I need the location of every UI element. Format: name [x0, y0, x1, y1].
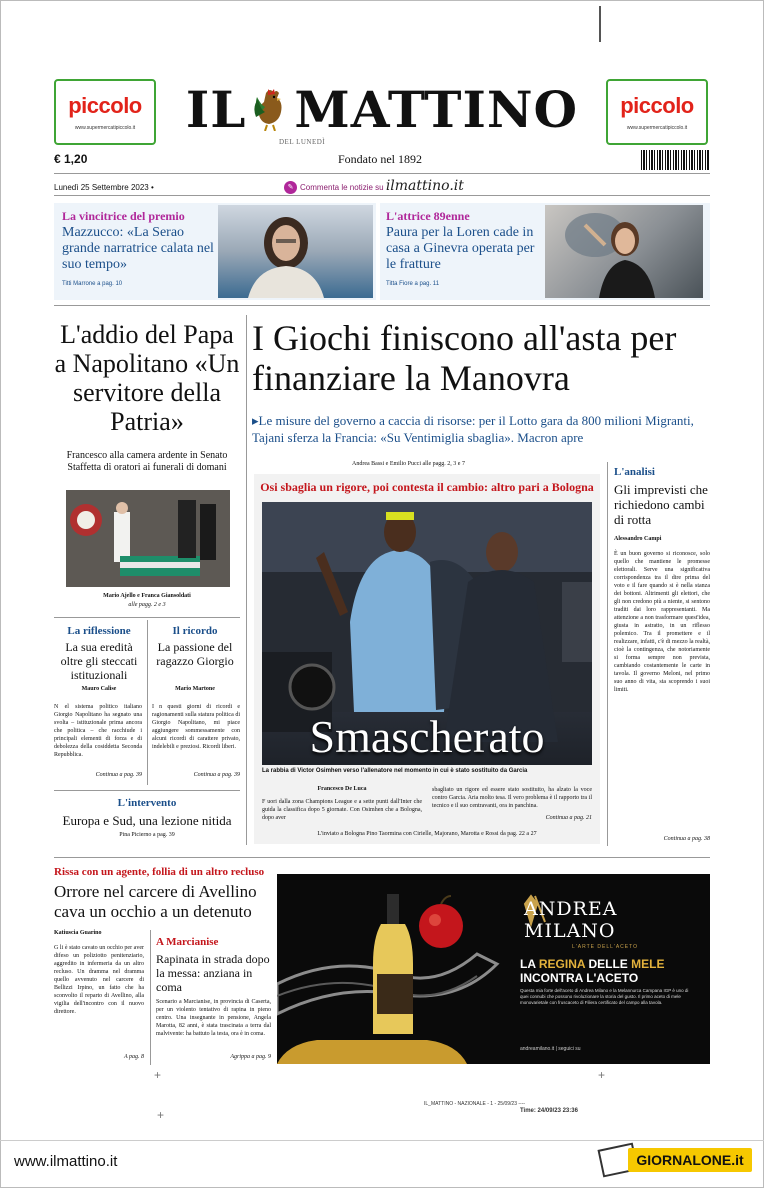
riflessione-kicker: La riflessione: [67, 625, 131, 637]
papa-subtitle: Francesco alla camera ardente in Senato Staffetta di oratori ai funerali di domani: [66, 450, 228, 473]
print-time: Time: 24/09/23 23:36: [520, 1108, 578, 1114]
sport-body-1: F uori dalla zona Champions League e a sette punti dall'Inter che guida la classifica dopo 5 giornate. Con Osimhen che a Bologna, dopo aver: [262, 799, 422, 821]
avellino-continue[interactable]: A pag. 8: [123, 1054, 144, 1060]
avellino-body: G li è stato cavato un occhio per aver difeso un poliziotto penitenziario, aggredito in infermeria da un altro recluso. Un dramma nel dramma quello avvenuto nel carcere di Bellizzi Irpino, un fatto che ha sconvolto il reparto di Avellino, alla vigilia dell'incontro con il nuovo direttore.: [54, 945, 144, 1015]
sport-body-2: sbagliato un rigore ed essere stato sostituito, ha alzato la voce contro Garcia. Aria molto tesa. Il vero problema è il rapporto tra il tecnico e il suo centravanti, ora in panchina.: [432, 787, 592, 809]
portrait-image: [545, 205, 703, 298]
comment-label: Commenta le notizie su: [300, 183, 384, 192]
ad-headline-line2: INCONTRA L'ACETO: [520, 971, 639, 985]
masthead-title-right: MATTINO: [294, 80, 579, 139]
rule: [54, 173, 710, 174]
lead-headline[interactable]: I Giochi finiscono all'asta per finanziare la Manovra: [252, 318, 677, 398]
rule: [54, 790, 240, 791]
barcode: [641, 150, 709, 170]
analisi-continue[interactable]: Continua a pag. 38: [663, 836, 710, 842]
crop-mark-icon: +: [598, 1068, 606, 1082]
dateline-date: Lunedì 25 Settembre 2023 •: [54, 183, 154, 192]
teaser-text[interactable]: Mazzucco: «La Serao grande narratrice calata nel suo tempo»: [62, 225, 214, 272]
column-divider: [147, 620, 148, 785]
intervento-kicker: L'intervento: [117, 797, 177, 809]
founded-line: Fondato nel 1892: [338, 152, 422, 166]
avellino-author: Katiuscia Guarino: [54, 930, 102, 936]
ad-brand: piccolo: [620, 93, 694, 118]
sport-caption: La rabbia di Victor Osimhen verso l'allenatore nel momento in cui è stato sostituito da Garcia: [262, 768, 528, 774]
ad-headline-mid: DELLE: [585, 957, 632, 971]
crop-mark-icon: +: [157, 1108, 165, 1122]
analisi-author: Alessandro Campi: [614, 536, 662, 542]
teaser-kicker: La vincitrice del premio: [62, 209, 185, 223]
photo-image: [66, 490, 230, 587]
ad-brand-line1: ANDREA: [524, 898, 618, 920]
marcianise-body: Scenario a Marcianise, in provincia di Caserta, per un violento tentativo di rapina in pieno centro. Una insegnante in pensione, Angela Marotta, 82 anni, è stata trascinata a terra dal malvivente: ha battuto la testa, ora è in coma.: [156, 999, 271, 1037]
ad-headline: [520, 957, 690, 985]
footer-divider: [0, 1140, 764, 1141]
avellino-kicker: Rissa con un agente, follia di un altro recluso: [54, 866, 265, 878]
intervento-credit: Pina Picierno a pag. 39: [119, 832, 175, 838]
rule: [54, 857, 710, 858]
rule: [54, 617, 240, 618]
riflessione-body: N el sistema politico italiano Giorgio Napolitano ha segnato una svolta – istituzionale prima ancora che politica – che racchiude i principali elementi di forza e di debolezza della cosiddetta Seconda Repubblica.: [54, 704, 142, 758]
comment-link[interactable]: [284, 178, 464, 194]
masthead: [164, 80, 600, 142]
papa-credit-pages: alle pagg. 2 e 3: [128, 602, 166, 608]
ad-brand-line2: MILANO: [524, 920, 616, 942]
marcianise-continue[interactable]: Agrippa a pag. 9: [230, 1054, 271, 1060]
giornalone-logo[interactable]: GIORNALONE.it: [628, 1148, 752, 1172]
intervento-title[interactable]: Europa e Sud, una lezione nitida: [62, 813, 232, 828]
avellino-title[interactable]: Orrore nel carcere di Avellino cava un occhio a un detenuto: [54, 882, 257, 921]
ricordo-continue[interactable]: Continua a pag. 39: [193, 772, 240, 778]
column-divider: [150, 930, 151, 1065]
teaser-kicker: L'attrice 89enne: [386, 209, 470, 223]
analisi-kicker: L'analisi: [614, 466, 655, 478]
teaser-photo-loren[interactable]: [545, 205, 703, 298]
lead-credit: Andrea Bassi e Emilio Pucci alle pagg. 2, 3 e 7: [352, 461, 465, 467]
rule: [54, 195, 710, 196]
ad-url[interactable]: andreamilano.it | seguici su: [520, 1046, 581, 1052]
riflessione-author: Mauro Calise: [81, 686, 117, 692]
column-divider: [607, 462, 608, 846]
ad-piccolo-left[interactable]: [54, 79, 156, 145]
sport-kicker: Osi sbaglia un rigore, poi contesta il cambio: altro pari a Bologna: [260, 480, 594, 494]
ad-url: www.supermercatipiccolo.it: [626, 125, 688, 131]
column-divider: [246, 315, 247, 845]
riflessione-title[interactable]: La sua eredità oltre gli steccati istituzionali: [60, 640, 138, 682]
ad-headline-gold1: REGINA: [538, 957, 586, 971]
papa-credit-names: Mario Ajello e Franca Giansoldati: [103, 593, 191, 599]
masthead-title-left: IL: [185, 80, 247, 139]
ad-piccolo-right[interactable]: [606, 79, 708, 145]
ad-headline-gold2: MELE: [631, 957, 665, 971]
teaser-credit: Titta Fiore a pag. 11: [386, 281, 440, 287]
papa-photo[interactable]: [66, 490, 230, 587]
price: € 1,20: [54, 152, 88, 166]
ricordo-body: I n questi giorni di ricordi e ragionamenti sulla statura politica di Giorgio Napolitano, mi piace aggiungere sommessamente con alcuni ricordi di carattere privato, indelebili e preziosi. Ricordi liberi.: [152, 704, 240, 750]
ad-tagline: L'ARTE DELL'ACETO: [572, 944, 638, 950]
sport-continue[interactable]: Continua a pag. 21: [545, 815, 592, 821]
ricordo-kicker: Il ricordo: [172, 625, 218, 637]
teaser-photo-mazzucco[interactable]: [218, 205, 373, 298]
analisi-title[interactable]: Gli imprevisti che richiedono cambi di rotta: [614, 482, 708, 527]
top-divider: [599, 6, 601, 42]
teaser-credit: Titti Marrone a pag. 10: [62, 281, 123, 287]
ad-url: www.supermercatipiccolo.it: [74, 125, 136, 131]
ad-brand-name: [524, 898, 684, 942]
sport-author: Francesco De Luca: [317, 786, 367, 792]
ad-copy: Questa mia forte dell'aceto di Andrea Milano e la Melannurca Campana IGP è uno di quei connubi che possono rivoluzionare la storia del gusto. Il primo aceto di mele monovarietale con fruscaceto di Filiera certificato del campo alla tavola.: [520, 988, 689, 1005]
rooster-icon: [252, 87, 288, 131]
ricordo-author: Mario Martone: [175, 686, 215, 692]
ad-brand: piccolo: [68, 93, 142, 118]
crop-mark-icon: +: [154, 1068, 162, 1082]
rule: [54, 305, 710, 306]
print-line: IL_MATTINO - NAZIONALE - 1 - 25/09/23 ----: [424, 1101, 526, 1107]
riflessione-continue[interactable]: Continua a pag. 39: [95, 772, 142, 778]
sport-footer: L'inviato a Bologna Pino Taormina con Cirielle, Majorano, Marotta e Rossi da pag. 22 a 27: [317, 831, 537, 837]
ad-headline-pre: LA: [520, 957, 539, 971]
ricordo-title[interactable]: La passione del ragazzo Giorgio: [156, 640, 234, 668]
papa-headline[interactable]: L'addio del Papa a Napolitano «Un servitore della Patria»: [54, 320, 240, 436]
lead-deck: ▸Le misure del governo a caccia di risorse: per il Lotto gara da 800 milioni Migranti, Tajani sferza la Francia: «Su Ventimiglia sbaglia». Macron apre: [252, 413, 694, 445]
teaser-text[interactable]: Paura per la Loren cade in casa a Ginevra operata per le fratture: [386, 225, 535, 272]
portrait-image: [218, 205, 373, 298]
footer-url[interactable]: www.ilmattino.it: [14, 1153, 118, 1170]
speech-bubble-icon: ✎: [284, 181, 297, 194]
masthead-subtitle: DEL LUNEDÌ: [279, 138, 326, 146]
marcianise-kicker: A Marcianise: [156, 936, 219, 948]
papa-credit: [54, 592, 240, 610]
analisi-body: È un buon governo si riconosce, solo quello che mantiene le promesse elettorali. Serve una significativa corrispondenza tra il dire prima del voto e il fare quando si è nella stanza dei bottoni. Altrimenti gli elettori, che gli non credono più a niente, si sentono traditi dai loro rappresentanti. Ma attenzione a non trasformare quest'idea, giusta in astratto, in un riflesso polemico. Tra il promettere e il realizzare, infatti, c'è di mezzo la realtà, cioè la contingenza, che notoriamente si forma sempre non prevista, cambiando costantemente le carte in tavola. Il governo Meloni, nel primo suo anno di vita, sta scoprendo i suoi limiti.: [614, 551, 710, 693]
sport-overlay-title: Smascherato: [309, 711, 545, 762]
comment-site: ilmattino.it: [385, 178, 464, 194]
marcianise-title[interactable]: Rapinata in strada dopo la messa: anziana in coma: [156, 952, 270, 994]
